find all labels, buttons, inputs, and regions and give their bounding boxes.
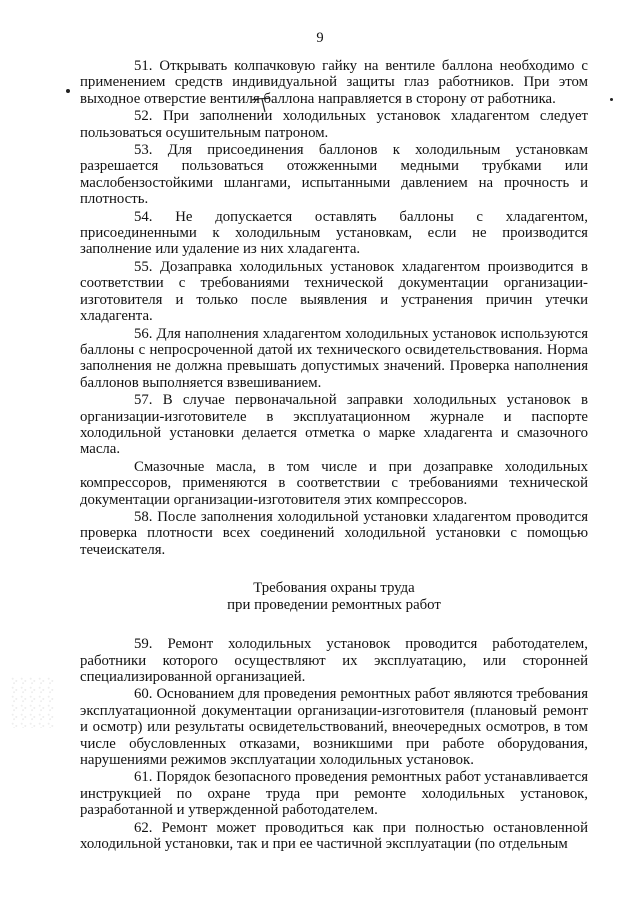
page-number: 9: [316, 30, 324, 46]
paragraph-52: 52. При заполнении холодильных установок хладагентом следует пользоваться осушительным патроном.: [80, 108, 588, 141]
paragraph-61: 61. Порядок безопасного проведения ремонтных работ устанавливается инструкцией по охране труда при ремонте холодильных установок, разработанной и утвержденной работодателем.: [80, 769, 588, 819]
paragraph-56: 56. Для наполнения хладагентом холодильных установок используются баллоны с непросроченной датой их технического освидетельствования. Норма заполнения не должна превышать допустимых значений. Проверка наполнения баллонов выполняется взвешиванием.: [80, 325, 588, 391]
paragraph-58: 58. После заполнения холодильной установки хладагентом проводится проверка плотности всех соединений холодильной установки с помощью течеискателя.: [80, 508, 588, 558]
paragraph-62: 62. Ремонт может проводиться как при полностью остановленной холодильной установки, так и при ее частичной эксплуатации (по отдельным: [80, 819, 588, 853]
section-heading: [80, 580, 588, 614]
margin-dot-right: [610, 98, 613, 101]
paragraph-57: 57. В случае первоначальной заправки холодильных установок в организации-изготовителе в эксплуатационном журнале и паспорте холодильной установки делается отметка о марке хладагента и смазочного масла.: [80, 392, 588, 458]
paragraph-60: 60. Основанием для проведения ремонтных работ являются требования эксплуатационной документации организации-изготовителя (плановый ремонт и осмотр) или результаты освидетельствований, внеочередных осмотров, в том числе обусловленных отказами, возникшими при работе оборудования, нарушениями режимов эксплуатации холодильных установок.: [80, 686, 588, 769]
paragraph-51: 51. Открывать колпачковую гайку на вентиле баллона необходимо с применением средств индивидуальной защиты глаз работников. При этом выходное отверстие вентиля баллона направляется в сторону от работника.: [80, 58, 588, 107]
section-heading-line-1: Требования охраны труда: [253, 580, 415, 597]
paragraph-53: 53. Для присоединения баллонов к холодильным установкам разрешается пользоваться отожженными медными трубками или маслобензостойкими шлангами, испытанными давлением на прочность и плотность.: [80, 142, 588, 208]
section-heading-line-2: при проведении ремонтных работ: [227, 597, 441, 614]
margin-dot-left: [66, 89, 70, 93]
paragraph-55: 55. Дозаправка холодильных установок хладагентом производится в соответствии с требованиями технической документации организации-изготовителя и только после выявления и устранения причин утечки хладагента.: [80, 258, 588, 325]
scan-speck: [10, 676, 54, 728]
paragraph-54: 54. Не допускается оставлять баллоны с хладагентом, присоединенными к холодильным установкам, если не производится заполнение или удаление из них хладагента.: [80, 208, 588, 258]
paragraph-59: 59. Ремонт холодильных установок проводится работодателем, работники которого осуществляют их эксплуатацию, или сторонней специализированной организацией.: [80, 636, 588, 685]
paragraph-57-continued: Смазочные масла, в том числе и при дозаправке холодильных компрессоров, применяются в соответствии с требованиями технической документации организации-изготовителя этих компрессоров.: [80, 458, 588, 508]
document-body: [80, 58, 588, 852]
